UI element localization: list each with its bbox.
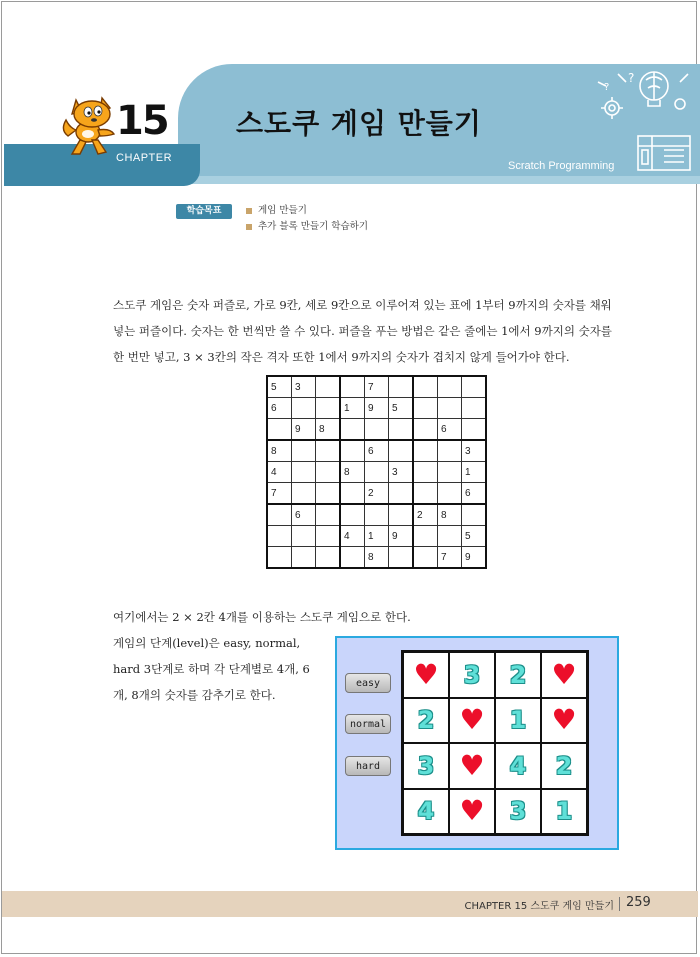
- sudoku-cell: 5: [389, 398, 414, 419]
- sudoku-row: [267, 483, 486, 505]
- sudoku-cell: 5: [462, 526, 487, 547]
- sudoku-cell: [316, 526, 341, 547]
- sudoku-cell: [462, 504, 487, 526]
- sudoku-cell: [340, 419, 365, 441]
- sudoku-cell: 6: [462, 483, 487, 505]
- level-line: 개, 8개의 숫자를 감추기로 한다.: [113, 688, 276, 702]
- game-number: 1: [509, 706, 527, 735]
- sudoku-cell: 3: [389, 462, 414, 483]
- game-number: 2: [417, 706, 435, 735]
- sudoku-grid: [266, 375, 487, 569]
- sudoku-cell: [438, 526, 462, 547]
- sudoku-cell: [389, 440, 414, 462]
- sudoku-cell: [365, 462, 389, 483]
- game-cell[interactable]: [403, 789, 449, 835]
- sudoku-cell: [316, 398, 341, 419]
- sudoku-cell: [365, 504, 389, 526]
- page-number: 259: [626, 895, 651, 910]
- sudoku-cell: [413, 547, 438, 569]
- sudoku-cell: [316, 483, 341, 505]
- game-cell[interactable]: [495, 789, 541, 835]
- sudoku-cell: [267, 547, 292, 569]
- sudoku-cell: 2: [365, 483, 389, 505]
- sudoku-cell: 8: [438, 504, 462, 526]
- game-cell[interactable]: [541, 743, 587, 789]
- sudoku-cell: [413, 398, 438, 419]
- sudoku-cell: [389, 547, 414, 569]
- svg-text:?: ?: [604, 82, 610, 93]
- game-cell[interactable]: [403, 652, 449, 698]
- sudoku-cell: 6: [365, 440, 389, 462]
- sudoku-row: [267, 419, 486, 441]
- sudoku-cell: 7: [438, 547, 462, 569]
- sudoku-cell: [389, 483, 414, 505]
- sudoku-cell: [413, 483, 438, 505]
- sudoku-cell: [316, 462, 341, 483]
- intro-line: 넣는 퍼즐이다. 숫자는 한 번씩만 쓸 수 있다. 퍼즐을 푸는 방법은 같은 줄에는 1에서 9까지의 숫자를: [113, 324, 612, 338]
- sudoku-row: [267, 526, 486, 547]
- sudoku-cell: [316, 376, 341, 398]
- sudoku-cell: 9: [292, 419, 316, 441]
- easy-button[interactable]: easy: [345, 673, 391, 693]
- sudoku-cell: 8: [365, 547, 389, 569]
- sudoku-cell: 8: [340, 462, 365, 483]
- sudoku-cell: [340, 440, 365, 462]
- game-cell[interactable]: [541, 652, 587, 698]
- game-cell[interactable]: [495, 652, 541, 698]
- sudoku-cell: 6: [438, 419, 462, 441]
- sudoku-cell: [365, 419, 389, 441]
- sudoku-cell: 1: [365, 526, 389, 547]
- heart-icon: ♥: [551, 703, 577, 737]
- svg-text:?: ?: [628, 71, 635, 85]
- sudoku-cell: 8: [267, 440, 292, 462]
- sudoku-cell: [292, 462, 316, 483]
- sudoku-cell: [267, 419, 292, 441]
- sudoku-cell: [340, 547, 365, 569]
- sudoku-cell: 6: [292, 504, 316, 526]
- sudoku-row: [267, 398, 486, 419]
- sudoku-cell: [389, 376, 414, 398]
- sudoku-cell: 8: [316, 419, 341, 441]
- game-number: 2: [555, 751, 573, 780]
- bullet-square-icon: [246, 224, 252, 230]
- sudoku-cell: [413, 440, 438, 462]
- chapter-label: CHAPTER: [116, 152, 173, 164]
- sudoku-cell: [413, 376, 438, 398]
- sudoku-cell: [462, 419, 487, 441]
- level-line: hard 3단계로 하며 각 단계별로 4개, 6: [113, 662, 310, 676]
- sudoku-cell: [267, 504, 292, 526]
- heart-icon: ♥: [551, 657, 577, 691]
- page-title: 스도쿠 게임 만들기: [236, 107, 482, 140]
- game-cell[interactable]: [403, 698, 449, 744]
- intro-line: 한 번만 넣고, 3 × 3칸의 작은 격자 또한 1에서 9까지의 숫자가 겹치지 않게 들어가야 한다.: [113, 350, 570, 364]
- game-number: 3: [463, 660, 481, 689]
- sudoku-cell: [340, 376, 365, 398]
- sudoku-row: [267, 376, 486, 398]
- game-cell[interactable]: [449, 789, 495, 835]
- game-cell[interactable]: [403, 743, 449, 789]
- normal-button[interactable]: normal: [345, 714, 391, 734]
- header-subtitle: Scratch Programming: [508, 160, 615, 172]
- game-cell[interactable]: [495, 743, 541, 789]
- sudoku-cell: 5: [267, 376, 292, 398]
- sudoku-cell: [389, 504, 414, 526]
- goals-badge: 학습목표: [176, 204, 232, 219]
- sudoku-cell: 4: [340, 526, 365, 547]
- sudoku-cell: [316, 440, 341, 462]
- sudoku-row: [267, 440, 486, 462]
- sudoku-cell: [438, 462, 462, 483]
- brain-gear-icon: [588, 66, 698, 178]
- sudoku-cell: [292, 440, 316, 462]
- sudoku-cell: [340, 483, 365, 505]
- sudoku-cell: [292, 483, 316, 505]
- sudoku-row: [267, 462, 486, 483]
- game-intro-text: 여기에서는 2 × 2칸 4개를 이용하는 스도쿠 게임으로 한다.: [113, 610, 411, 624]
- sudoku-cell: 3: [462, 440, 487, 462]
- game-cell[interactable]: [541, 698, 587, 744]
- sudoku-cell: 2: [413, 504, 438, 526]
- sudoku-cell: [389, 419, 414, 441]
- sudoku-row: [267, 547, 486, 569]
- sudoku-cell: [462, 376, 487, 398]
- game-number: 3: [509, 797, 527, 826]
- sudoku-cell: 7: [267, 483, 292, 505]
- sudoku-cell: 3: [292, 376, 316, 398]
- game-grid: [401, 650, 589, 836]
- sudoku-cell: [292, 526, 316, 547]
- game-number: 3: [417, 751, 435, 780]
- sudoku-cell: 9: [462, 547, 487, 569]
- sudoku-cell: [438, 440, 462, 462]
- sudoku-cell: [413, 526, 438, 547]
- sudoku-cell: [340, 504, 365, 526]
- sudoku-cell: [267, 526, 292, 547]
- footer-divider: [619, 897, 620, 911]
- sudoku-cell: 4: [267, 462, 292, 483]
- heart-icon: ♥: [413, 657, 439, 691]
- intro-paragraph: [113, 292, 613, 370]
- sudoku-row: [267, 504, 486, 526]
- sudoku-cell: [438, 398, 462, 419]
- footer-chapter-title: CHAPTER 15 스도쿠 게임 만들기: [464, 901, 614, 912]
- sudoku-cell: 9: [365, 398, 389, 419]
- game-number: 1: [555, 797, 573, 826]
- sudoku-cell: [316, 547, 341, 569]
- sudoku-cell: 9: [389, 526, 414, 547]
- goal-item: 추가 블록 만들기 학습하기: [246, 219, 368, 235]
- goals-list: [246, 203, 368, 235]
- game-cell[interactable]: [449, 652, 495, 698]
- game-number: 2: [509, 660, 527, 689]
- level-line: 게임의 단계(level)은 easy, normal,: [113, 636, 301, 650]
- hard-button[interactable]: hard: [345, 756, 391, 776]
- sudoku-cell: [438, 483, 462, 505]
- sudoku-cell: 6: [267, 398, 292, 419]
- goal-item: 게임 만들기: [246, 203, 368, 219]
- sudoku-cell: [438, 376, 462, 398]
- sudoku-cell: [413, 419, 438, 441]
- sudoku-cell: [413, 462, 438, 483]
- heart-icon: ♥: [459, 748, 485, 782]
- game-cell[interactable]: [449, 698, 495, 744]
- level-description: [113, 630, 325, 708]
- intro-line: 스도쿠 게임은 숫자 퍼즐로, 가로 9칸, 세로 9칸으로 이루어져 있는 표에 1부터 9까지의 숫자를 채워: [113, 298, 612, 312]
- sudoku-cell: 1: [340, 398, 365, 419]
- sudoku-cell: 7: [365, 376, 389, 398]
- game-number: 4: [417, 797, 435, 826]
- bullet-square-icon: [246, 208, 252, 214]
- game-cell[interactable]: [541, 789, 587, 835]
- sudoku-cell: [292, 398, 316, 419]
- game-number: 4: [509, 751, 527, 780]
- heart-icon: ♥: [459, 794, 485, 828]
- sudoku-cell: [462, 398, 487, 419]
- sudoku-cell: 1: [462, 462, 487, 483]
- game-cell[interactable]: [449, 743, 495, 789]
- heart-icon: ♥: [459, 703, 485, 737]
- game-cell[interactable]: [495, 698, 541, 744]
- chapter-number: 15: [116, 98, 168, 144]
- sudoku-cell: [316, 504, 341, 526]
- sudoku-cell: [292, 547, 316, 569]
